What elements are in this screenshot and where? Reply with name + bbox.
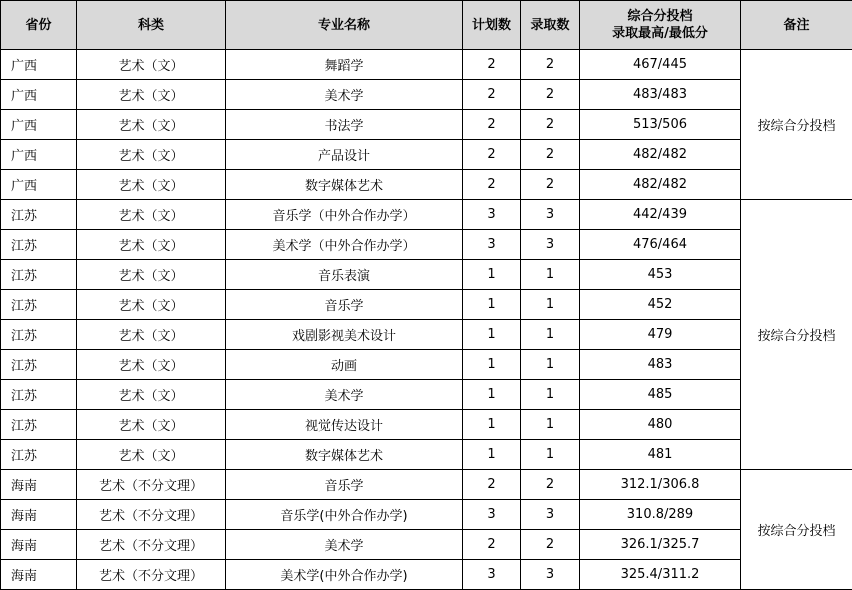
table-body <box>1 50 852 590</box>
cell-score: 476/464 <box>580 230 741 260</box>
cell-category: 艺术（文） <box>77 230 226 260</box>
cell-score: 485 <box>580 380 741 410</box>
cell-score: 513/506 <box>580 110 741 140</box>
cell-province: 海南 <box>1 500 77 530</box>
cell-admitted: 1 <box>521 440 580 470</box>
table-row <box>1 350 852 380</box>
cell-category: 艺术（文） <box>77 260 226 290</box>
cell-admitted: 2 <box>521 80 580 110</box>
cell-score: 481 <box>580 440 741 470</box>
cell-category: 艺术（文） <box>77 380 226 410</box>
cell-major: 音乐学(中外合作办学) <box>226 500 463 530</box>
cell-province: 广西 <box>1 80 77 110</box>
cell-category: 艺术（文） <box>77 320 226 350</box>
cell-category: 艺术（文） <box>77 50 226 80</box>
cell-province: 江苏 <box>1 410 77 440</box>
cell-plan: 2 <box>463 50 521 80</box>
cell-admitted: 1 <box>521 380 580 410</box>
cell-admitted: 3 <box>521 200 580 230</box>
table-row <box>1 110 852 140</box>
header-major: 专业名称 <box>226 1 463 50</box>
cell-note: 按综合分投档 <box>741 470 852 590</box>
cell-province: 江苏 <box>1 290 77 320</box>
cell-major: 视觉传达设计 <box>226 410 463 440</box>
cell-province: 广西 <box>1 110 77 140</box>
cell-province: 江苏 <box>1 260 77 290</box>
cell-admitted: 2 <box>521 50 580 80</box>
cell-plan: 3 <box>463 560 521 590</box>
cell-category: 艺术（不分文理） <box>77 560 226 590</box>
cell-province: 江苏 <box>1 320 77 350</box>
cell-plan: 2 <box>463 110 521 140</box>
table-row <box>1 80 852 110</box>
cell-admitted: 2 <box>521 170 580 200</box>
cell-major: 音乐表演 <box>226 260 463 290</box>
cell-province: 江苏 <box>1 200 77 230</box>
cell-admitted: 2 <box>521 110 580 140</box>
table-row <box>1 290 852 320</box>
cell-province: 广西 <box>1 50 77 80</box>
table-row <box>1 260 852 290</box>
cell-major: 戏剧影视美术设计 <box>226 320 463 350</box>
cell-score: 479 <box>580 320 741 350</box>
table-row <box>1 380 852 410</box>
cell-admitted: 1 <box>521 320 580 350</box>
cell-admitted: 1 <box>521 260 580 290</box>
cell-plan: 1 <box>463 320 521 350</box>
cell-admitted: 1 <box>521 410 580 440</box>
table-row <box>1 140 852 170</box>
cell-major: 舞蹈学 <box>226 50 463 80</box>
cell-admitted: 2 <box>521 530 580 560</box>
cell-admitted: 2 <box>521 140 580 170</box>
cell-major: 动画 <box>226 350 463 380</box>
cell-major: 数字媒体艺术 <box>226 440 463 470</box>
cell-plan: 1 <box>463 440 521 470</box>
table-row <box>1 440 852 470</box>
cell-major: 美术学 <box>226 80 463 110</box>
cell-category: 艺术（不分文理） <box>77 500 226 530</box>
cell-major: 书法学 <box>226 110 463 140</box>
cell-province: 江苏 <box>1 380 77 410</box>
header-category: 科类 <box>77 1 226 50</box>
cell-category: 艺术（文） <box>77 170 226 200</box>
header-row <box>1 1 852 50</box>
cell-plan: 2 <box>463 140 521 170</box>
cell-plan: 1 <box>463 260 521 290</box>
cell-major: 音乐学 <box>226 470 463 500</box>
cell-category: 艺术（文） <box>77 200 226 230</box>
cell-score: 310.8/289 <box>580 500 741 530</box>
cell-major: 音乐学 <box>226 290 463 320</box>
cell-admitted: 3 <box>521 560 580 590</box>
cell-plan: 1 <box>463 350 521 380</box>
header-score-line1: 综合分投档 <box>627 9 693 24</box>
cell-plan: 2 <box>463 170 521 200</box>
cell-score: 482/482 <box>580 140 741 170</box>
table-row <box>1 500 852 530</box>
table-row <box>1 470 852 500</box>
cell-plan: 3 <box>463 500 521 530</box>
cell-category: 艺术（文） <box>77 290 226 320</box>
cell-plan: 1 <box>463 380 521 410</box>
cell-plan: 2 <box>463 530 521 560</box>
cell-plan: 3 <box>463 230 521 260</box>
header-plan: 计划数 <box>463 1 521 50</box>
cell-plan: 2 <box>463 470 521 500</box>
table-row <box>1 230 852 260</box>
cell-major: 产品设计 <box>226 140 463 170</box>
table-row <box>1 410 852 440</box>
cell-major: 音乐学（中外合作办学） <box>226 200 463 230</box>
cell-category: 艺术（文） <box>77 350 226 380</box>
table-row <box>1 320 852 350</box>
cell-plan: 1 <box>463 410 521 440</box>
cell-plan: 3 <box>463 200 521 230</box>
cell-category: 艺术（文） <box>77 440 226 470</box>
table-row <box>1 560 852 590</box>
cell-category: 艺术（文） <box>77 80 226 110</box>
cell-admitted: 3 <box>521 230 580 260</box>
cell-admitted: 2 <box>521 470 580 500</box>
cell-score: 452 <box>580 290 741 320</box>
cell-plan: 1 <box>463 290 521 320</box>
cell-score: 325.4/311.2 <box>580 560 741 590</box>
cell-province: 江苏 <box>1 440 77 470</box>
cell-score: 442/439 <box>580 200 741 230</box>
cell-score: 326.1/325.7 <box>580 530 741 560</box>
cell-admitted: 1 <box>521 350 580 380</box>
cell-score: 483 <box>580 350 741 380</box>
header-province: 省份 <box>1 1 77 50</box>
cell-category: 艺术（文） <box>77 110 226 140</box>
cell-plan: 2 <box>463 80 521 110</box>
cell-score: 467/445 <box>580 50 741 80</box>
cell-category: 艺术（不分文理） <box>77 470 226 500</box>
header-admitted: 录取数 <box>521 1 580 50</box>
cell-score: 480 <box>580 410 741 440</box>
cell-score: 453 <box>580 260 741 290</box>
header-note: 备注 <box>741 1 852 50</box>
table-row <box>1 530 852 560</box>
header-score-line2: 录取最高/最低分 <box>612 26 708 41</box>
cell-note: 按综合分投档 <box>741 50 852 200</box>
cell-major: 美术学(中外合作办学) <box>226 560 463 590</box>
cell-province: 海南 <box>1 560 77 590</box>
table-row <box>1 200 852 230</box>
cell-admitted: 1 <box>521 290 580 320</box>
cell-major: 美术学（中外合作办学） <box>226 230 463 260</box>
cell-score: 483/483 <box>580 80 741 110</box>
cell-major: 美术学 <box>226 530 463 560</box>
cell-province: 江苏 <box>1 230 77 260</box>
table-row <box>1 50 852 80</box>
cell-category: 艺术（文） <box>77 410 226 440</box>
cell-province: 广西 <box>1 170 77 200</box>
cell-province: 江苏 <box>1 350 77 380</box>
table-row <box>1 170 852 200</box>
cell-note: 按综合分投档 <box>741 200 852 470</box>
cell-major: 美术学 <box>226 380 463 410</box>
cell-category: 艺术（不分文理） <box>77 530 226 560</box>
cell-category: 艺术（文） <box>77 140 226 170</box>
cell-province: 海南 <box>1 530 77 560</box>
cell-score: 482/482 <box>580 170 741 200</box>
cell-major: 数字媒体艺术 <box>226 170 463 200</box>
cell-province: 海南 <box>1 470 77 500</box>
header-score <box>580 1 741 50</box>
cell-score: 312.1/306.8 <box>580 470 741 500</box>
cell-admitted: 3 <box>521 500 580 530</box>
cell-province: 广西 <box>1 140 77 170</box>
